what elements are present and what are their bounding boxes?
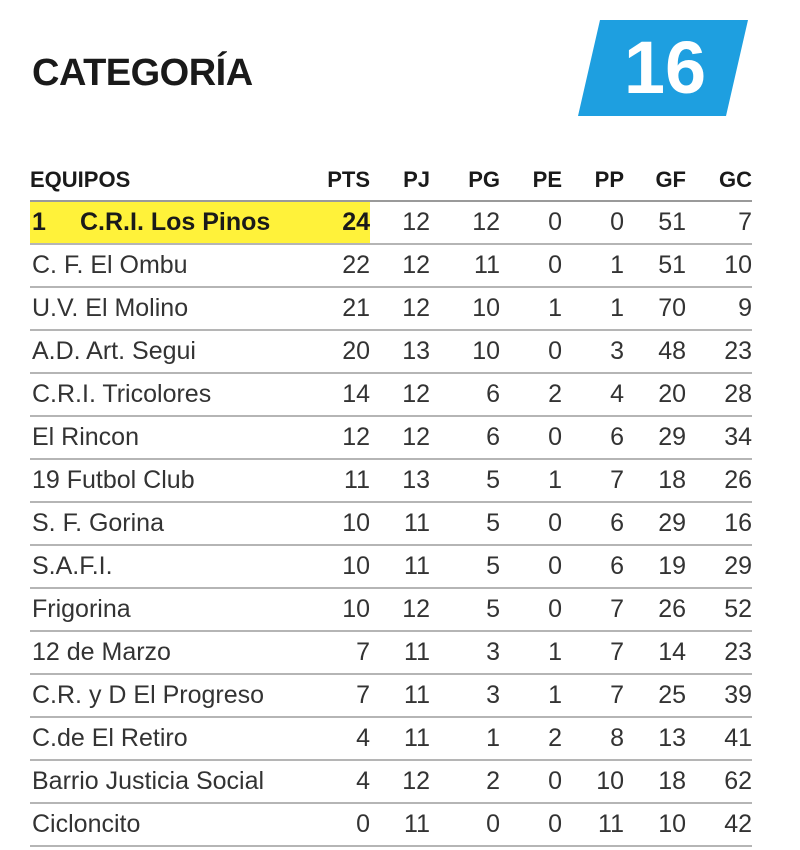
category-number: 16 [623,26,707,109]
header-pe: PE [500,160,562,201]
stat-pp: 1 [562,244,624,287]
stat-pts: 4 [320,760,370,803]
table-row-leader [30,201,752,244]
stat-gc: 29 [686,545,752,588]
stat-pe: 0 [500,330,562,373]
table-row [30,674,752,717]
stat-pj: 13 [370,459,430,502]
stat-pg: 6 [430,416,500,459]
header-gc: GC [686,160,752,201]
table-row [30,287,752,330]
header-pp: PP [562,160,624,201]
leader-team-name: C.R.I. Los Pinos [80,208,271,236]
stat-gc: 41 [686,717,752,760]
stat-pp: 3 [562,330,624,373]
stat-pts: 7 [320,631,370,674]
stat-pg: 1 [430,717,500,760]
stat-pe: 0 [500,760,562,803]
team-name: 19 Futbol Club [30,459,320,502]
stat-pp: 7 [562,631,624,674]
table-row [30,244,752,287]
stat-pg: 0 [430,803,500,846]
stat-pg: 11 [430,244,500,287]
leader-pg: 12 [430,201,500,244]
stat-pp: 6 [562,502,624,545]
team-name: Frigorina [30,588,320,631]
stat-pj: 12 [370,373,430,416]
stat-pj: 11 [370,545,430,588]
stat-pe: 1 [500,674,562,717]
stat-pe: 0 [500,588,562,631]
header-pg: PG [430,160,500,201]
stat-pp: 7 [562,674,624,717]
stat-gc: 23 [686,631,752,674]
stat-pts: 0 [320,803,370,846]
leader-pts: 24 [320,201,370,244]
leader-pj: 12 [370,201,430,244]
team-name: U.V. El Molino [30,287,320,330]
stat-pj: 12 [370,287,430,330]
team-name: El Rincon [30,416,320,459]
stat-pj: 11 [370,502,430,545]
stat-pe: 0 [500,502,562,545]
category-badge [578,20,748,116]
stat-gf: 13 [624,717,686,760]
stat-pp: 6 [562,416,624,459]
stat-gf: 29 [624,416,686,459]
stat-pp: 6 [562,545,624,588]
stat-pts: 10 [320,545,370,588]
stat-gc: 62 [686,760,752,803]
table-row [30,416,752,459]
stat-pp: 7 [562,459,624,502]
stat-pe: 0 [500,803,562,846]
table-row [30,330,752,373]
stat-pj: 13 [370,330,430,373]
stat-gf: 25 [624,674,686,717]
header-pj: PJ [370,160,430,201]
stat-gf: 48 [624,330,686,373]
stat-pts: 4 [320,717,370,760]
team-name: C.R. y D El Progreso [30,674,320,717]
stat-pg: 6 [430,373,500,416]
stat-pts: 7 [320,674,370,717]
stat-gc: 28 [686,373,752,416]
table-row [30,803,752,846]
team-name: Cicloncito [30,803,320,846]
stat-pts: 12 [320,416,370,459]
stat-pj: 11 [370,631,430,674]
stat-gf: 29 [624,502,686,545]
table-header-row [30,160,752,201]
stat-pe: 2 [500,373,562,416]
leader-team-cell [30,201,320,244]
table-row [30,760,752,803]
leader-rank: 1 [32,208,46,236]
stat-pg: 5 [430,588,500,631]
stat-pts: 22 [320,244,370,287]
stat-pe: 0 [500,244,562,287]
leader-gc: 7 [686,201,752,244]
stat-gc: 26 [686,459,752,502]
standings-table [30,160,752,847]
stat-gf: 51 [624,244,686,287]
stat-pg: 5 [430,459,500,502]
stat-pg: 10 [430,330,500,373]
stat-pp: 8 [562,717,624,760]
stat-gf: 10 [624,803,686,846]
stat-pts: 11 [320,459,370,502]
team-name: C. F. El Ombu [30,244,320,287]
table-row [30,631,752,674]
stat-gc: 34 [686,416,752,459]
stat-pj: 12 [370,244,430,287]
stat-pts: 14 [320,373,370,416]
team-name: S. F. Gorina [30,502,320,545]
table-row [30,502,752,545]
stat-pe: 0 [500,545,562,588]
team-name: C.de El Retiro [30,717,320,760]
stat-gf: 18 [624,459,686,502]
stat-pg: 5 [430,545,500,588]
stat-pp: 4 [562,373,624,416]
leader-pe: 0 [500,201,562,244]
stat-pp: 1 [562,287,624,330]
stat-pg: 3 [430,631,500,674]
stat-gf: 14 [624,631,686,674]
table-row [30,373,752,416]
stat-gf: 70 [624,287,686,330]
stat-pj: 11 [370,803,430,846]
stat-pg: 10 [430,287,500,330]
team-name: A.D. Art. Segui [30,330,320,373]
stat-pp: 11 [562,803,624,846]
stat-pe: 1 [500,631,562,674]
stat-pj: 12 [370,416,430,459]
stat-pe: 2 [500,717,562,760]
stat-pj: 12 [370,588,430,631]
header-gf: GF [624,160,686,201]
stat-gf: 26 [624,588,686,631]
stat-pp: 10 [562,760,624,803]
stat-gc: 52 [686,588,752,631]
stat-pts: 10 [320,502,370,545]
stat-gf: 20 [624,373,686,416]
leader-pp: 0 [562,201,624,244]
stat-gf: 19 [624,545,686,588]
team-name: 12 de Marzo [30,631,320,674]
stat-gf: 18 [624,760,686,803]
stat-pts: 20 [320,330,370,373]
stat-pts: 21 [320,287,370,330]
header-equipos: EQUIPOS [30,160,320,201]
stat-gc: 39 [686,674,752,717]
stat-pe: 1 [500,459,562,502]
stat-gc: 10 [686,244,752,287]
stat-pg: 2 [430,760,500,803]
table-row [30,545,752,588]
stat-pj: 11 [370,674,430,717]
stat-pp: 7 [562,588,624,631]
stat-gc: 42 [686,803,752,846]
stat-gc: 16 [686,502,752,545]
stat-pg: 3 [430,674,500,717]
team-name: Barrio Justicia Social [30,760,320,803]
page-title: CATEGORÍA [32,52,253,94]
leader-gf: 51 [624,201,686,244]
stat-gc: 23 [686,330,752,373]
stat-gc: 9 [686,287,752,330]
table-row [30,588,752,631]
stat-pg: 5 [430,502,500,545]
team-name: S.A.F.I. [30,545,320,588]
team-name: C.R.I. Tricolores [30,373,320,416]
table-row [30,717,752,760]
stat-pts: 10 [320,588,370,631]
stat-pe: 0 [500,416,562,459]
header-pts: PTS [320,160,370,201]
table-row [30,459,752,502]
stat-pe: 1 [500,287,562,330]
stat-pj: 12 [370,760,430,803]
stat-pj: 11 [370,717,430,760]
